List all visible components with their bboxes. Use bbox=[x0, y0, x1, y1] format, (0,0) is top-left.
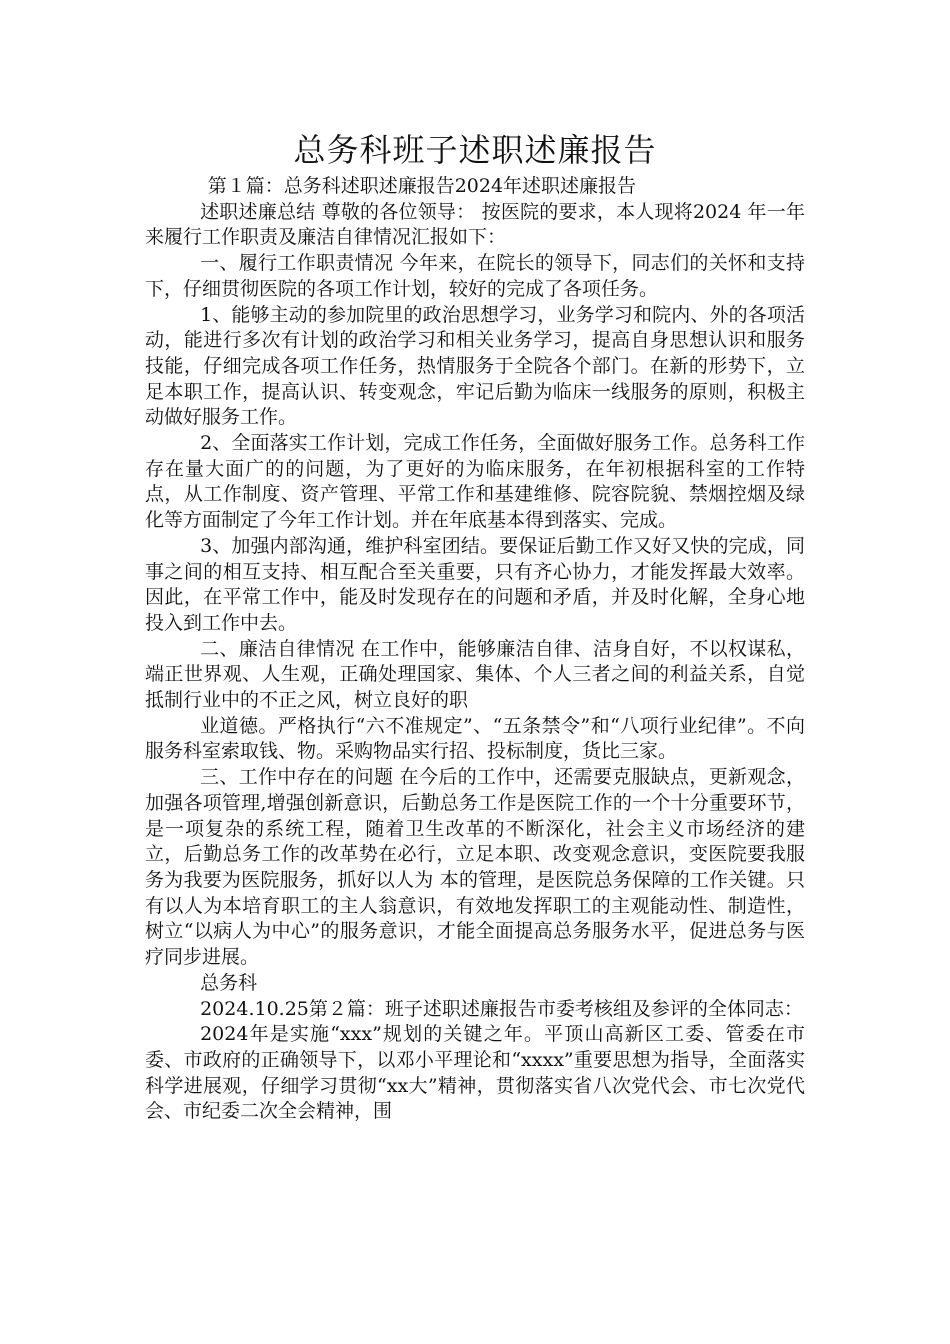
paragraph: 2、全面落实工作计划，完成工作任务，全面做好服务工作。总务科工作存在量大面广的的问题，为了更好的为临床服务，在年初根据科室的工作特点，从工作制度、资产管理、平常工作和基建维修、院容院貌、禁烟控烟及绿化等方面制定了今年工作计划。并在年底基本得到落实、完成。 bbox=[145, 432, 805, 532]
paragraph: 2024年是实施“xxx”规划的关键之年。平顶山高新区工委、管委在市委、市政府的正确领导下，以邓小平理论和“xxxx”重要思想为指导，全面落实科学进展观，仔细学习贯彻“xx大”精神，贯彻落实省八次党代会、市七次党代会、市纪委二次全会精神，围 bbox=[145, 1023, 805, 1123]
document-body bbox=[145, 174, 805, 1125]
paragraph: 3、加强内部沟通，维护科室团结。要保证后勤工作又好又快的完成，同事之间的相互支持、相互配合至关重要，只有齐心协力，才能发挥最大效率。因此，在平常工作中，能及时发现存在的问题和矛盾，并及时化解，全身心地投入到工作中去。 bbox=[145, 534, 805, 634]
paragraph: 1、能够主动的参加院里的政治思想学习，业务学习和院内、外的各项活动，能进行多次有计划的政治学习和相关业务学习，提高自身思想认识和服务技能，仔细完成各项工作任务，热情服务于全院各个部门。在新的形势下，立足本职工作，提高认识、转变观念，牢记后勤为临床一线服务的原则，积极主动做好服务工作。 bbox=[145, 303, 805, 429]
signature-department: 总务科 bbox=[200, 971, 258, 994]
document-title: 总务科班子述职述廉报告 bbox=[293, 131, 657, 169]
chapter-heading: 第１篇：总务科述职述廉报告2024年述职述廉报告 bbox=[207, 175, 637, 197]
paragraph: 业道德。严格执行“六不准规定”、“五条禁令”和“八项行业纪律”。不向服务科室索取钱、物。采购物品实行招、投标制度，货比三家。 bbox=[145, 714, 805, 763]
date-and-chapter-heading: 2024.10.25第２篇：班子述职述廉报告市委考核组及参评的全体同志： bbox=[200, 997, 803, 1020]
paragraph: 二、廉洁自律情况 在工作中，能够廉洁自律、洁身自好，不以权谋私，端正世界观、人生观，正确处理国家、集体、个人三者之间的利益关系，自觉抵制行业中的不正之风，树立良好的职 bbox=[145, 637, 805, 712]
paragraph: 一、履行工作职责情况 今年来，在院长的领导下，同志们的关怀和支持下，仔细贯彻医院的各项工作计划，较好的完成了各项任务。 bbox=[145, 252, 805, 300]
paragraph: 述职述廉总结 尊敬的各位领导： 按医院的要求，本人现将2024 年一年来履行工作职责及廉洁自律情况汇报如下： bbox=[145, 200, 805, 249]
paragraph: 三、工作中存在的问题 在今后的工作中，还需要克服缺点，更新观念，加强各项管理,增强创新意识，后勤总务工作是医院工作的一个十分重要环节，是一项复杂的系统工程，随着卫生改革的不断深化，社会主义市场经济的建立，后勤总务工作的改革势在必行，立足本职、改变观念意识，变医院要我服务为我要为医院服务，抓好以人为 本的管理，是医院总务保障的工作关键。只有以人为本培育职工的主人翁意识，有效地发挥职工的主观能动性、制造性，树立“以病人为中心”的服务意识，才能全面提高总务服务水平，促进总务与医疗同步进展。 bbox=[145, 766, 805, 969]
